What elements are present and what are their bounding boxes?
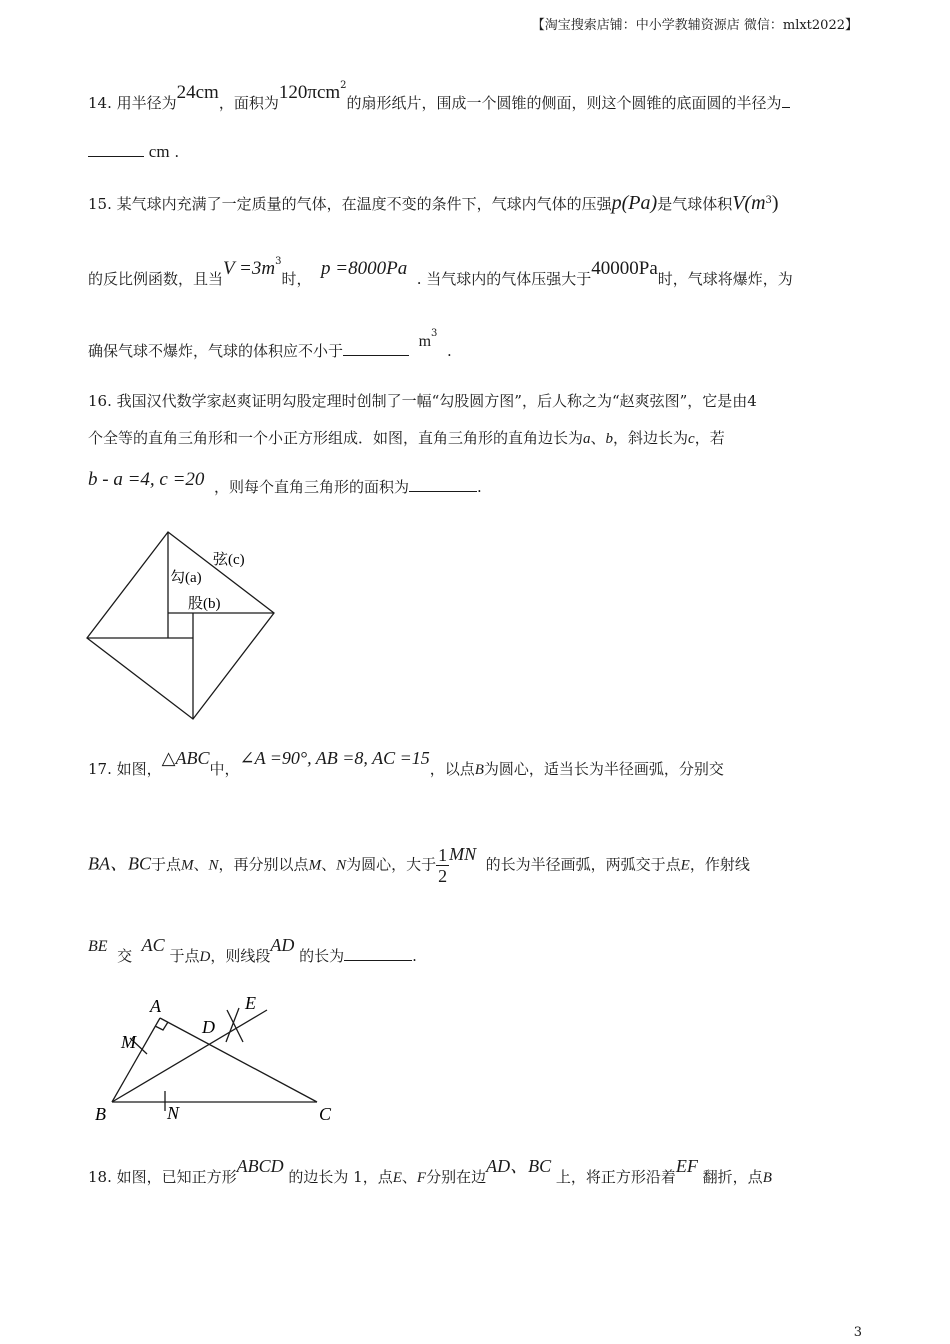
page-header: 【淘宝搜索店铺：中小学教辅资源店 微信：mlxt2022】 [531,18,858,33]
side-ab [112,1018,160,1102]
point-c-label: C [319,1104,332,1124]
question-17-line-1: 17. 如图，△ABC中，∠A =90°, AB =8, AC =15，以点B为圆心，适当长为半径画弧，分别交 [88,748,724,778]
answer-blank[interactable] [409,490,477,492]
label-leg-a: 勾(a) [170,570,202,586]
question-15-line-3: 确保气球不爆炸，气球的体积应不小于 $m^3$ . [88,328,452,360]
point-a-label: A [150,996,161,1016]
question-17-line-3: BE 交 AC 于点D，则线段AD 的长为 . [88,935,417,965]
question-18-line-1: 18. 如图，已知正方形ABCD 的边长为 1，点E、F分别在边AD、BC 上，将正方形沿着EF 翻折，点B [88,1156,772,1186]
label-leg-b: 股(b) [188,596,221,612]
question-17-line-2: BA、BC于点M、N，再分别以点M、N为圆心，大于 $\frac{1}{2}MN$ 的长为半径画弧，两弧交于点E，作射线 [88,843,750,886]
answer-blank[interactable] [88,155,144,157]
point-b-label: B [95,1104,106,1124]
point-e-label: E [245,993,256,1013]
answer-blank[interactable] [343,354,409,356]
page-number: 3 [853,1325,862,1340]
zhao-shuang-chord-diagram [80,525,285,725]
point-d-label: D [202,1017,215,1037]
outer-square [87,532,274,719]
point-m-label: M [121,1032,136,1052]
triangle-abc-diagram [85,990,345,1130]
question-16-line-1: 16. 我国汉代数学家赵爽证明勾股定理时创制了一幅“勾股圆方图”，后人称之为“赵爽弦图”，它是由4 [88,392,757,410]
question-16-line-2: 个全等的直角三角形和一个小正方形组成．如图，直角三角形的直角边长为a、b，斜边长为c，若 [88,429,725,447]
answer-blank[interactable] [344,959,412,961]
fraction-half: $\frac{1}{2}$ [438,845,448,886]
point-n-label: N [167,1103,180,1123]
ray-be [112,1010,267,1102]
question-14-line-2: cm . [88,142,179,162]
question-15-line-2: 的反比例函数，且当$V =3m^3$时， p =8000Pa . 当气球内的气体压强大于40000Pa时，气球将爆炸，为 [88,256,793,288]
question-14-line-1: 14. 用半径为24cm，面积为120πcm$^2$的扇形纸片，围成一个圆锥的侧面，则这个圆锥的底面圆的半径为 [88,92,790,114]
question-16-line-3: b - a =4, c =20 ，则每个直角三角形的面积为 . [88,469,482,496]
label-hypotenuse: 弦(c) [213,552,245,568]
question-15-line-1: 15. 某气球内充满了一定质量的气体，在温度不变的条件下，气球内气体的压强p(Pa)是气球体积$V(m^3)$ [88,192,779,214]
